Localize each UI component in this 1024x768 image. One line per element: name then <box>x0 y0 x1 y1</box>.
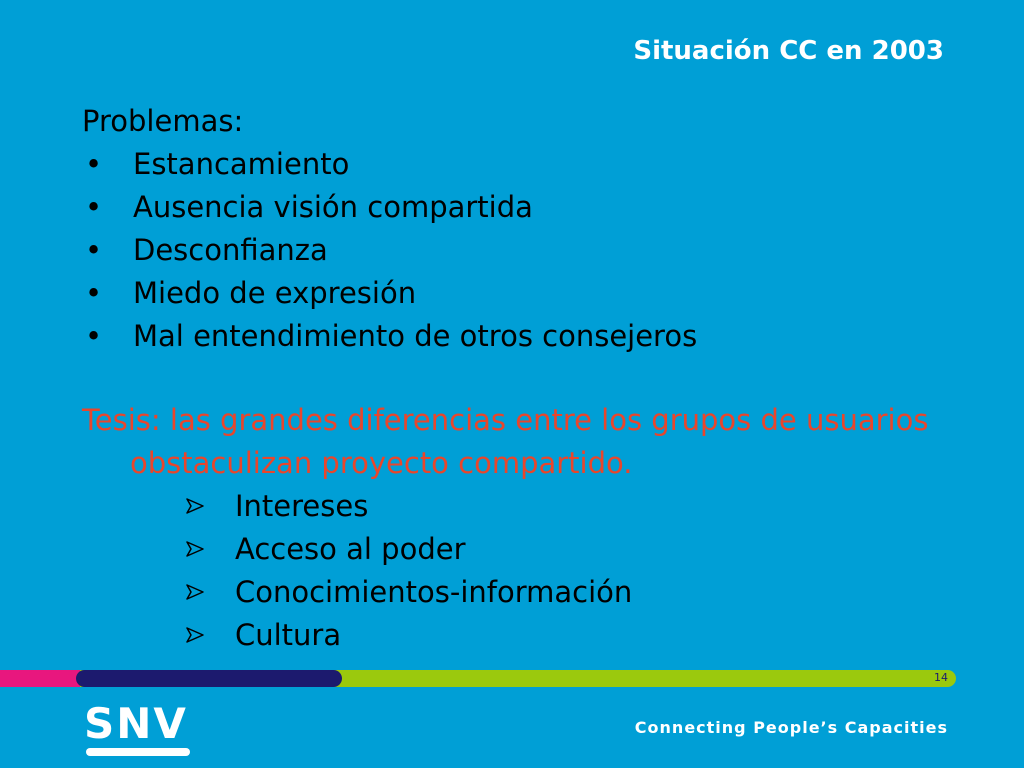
list-item <box>82 272 962 315</box>
arrow-bullet-icon <box>186 627 204 643</box>
arrow-bullet-icon <box>186 498 204 514</box>
thesis-text: Tesis: las grandes diferencias entre los grupos de usuarios obstaculizan proyecto compartido. <box>82 403 929 480</box>
problem-text: Estancamiento <box>133 147 350 181</box>
list-item <box>82 229 962 272</box>
bar-navy-segment <box>76 670 342 687</box>
slide-title: Situación CC en 2003 <box>633 36 944 66</box>
bullet-icon: • <box>85 319 103 353</box>
factor-text: Conocimientos-información <box>235 575 633 609</box>
bullet-icon: • <box>85 276 103 310</box>
factors-list <box>82 485 962 657</box>
problem-text: Mal entendimiento de otros consejeros <box>133 319 698 353</box>
logo-text: SNV <box>84 700 188 748</box>
bullet-icon: • <box>85 233 103 267</box>
problems-heading: Problemas: <box>82 104 244 138</box>
list-item <box>82 315 962 358</box>
snv-logo <box>84 700 192 758</box>
problems-list <box>82 143 962 358</box>
factor-text: Intereses <box>235 489 369 523</box>
list-item <box>82 485 962 528</box>
arrow-bullet-icon <box>186 584 204 600</box>
factor-text: Acceso al poder <box>235 532 466 566</box>
list-item <box>82 528 962 571</box>
arrow-bullet-icon <box>186 541 204 557</box>
problem-text: Miedo de expresión <box>133 276 417 310</box>
list-item <box>82 571 962 614</box>
problem-text: Desconfianza <box>133 233 328 267</box>
problem-text: Ausencia visión compartida <box>133 190 533 224</box>
slide-content <box>82 100 962 657</box>
list-item <box>82 143 962 186</box>
footer-color-bar <box>0 670 956 687</box>
list-item <box>82 614 962 657</box>
page-number: 14 <box>934 671 948 684</box>
bullet-icon: • <box>85 190 103 224</box>
tagline: Connecting People’s Capacities <box>634 718 948 737</box>
bullet-icon: • <box>85 147 103 181</box>
list-item <box>82 186 962 229</box>
factor-text: Cultura <box>235 618 342 652</box>
